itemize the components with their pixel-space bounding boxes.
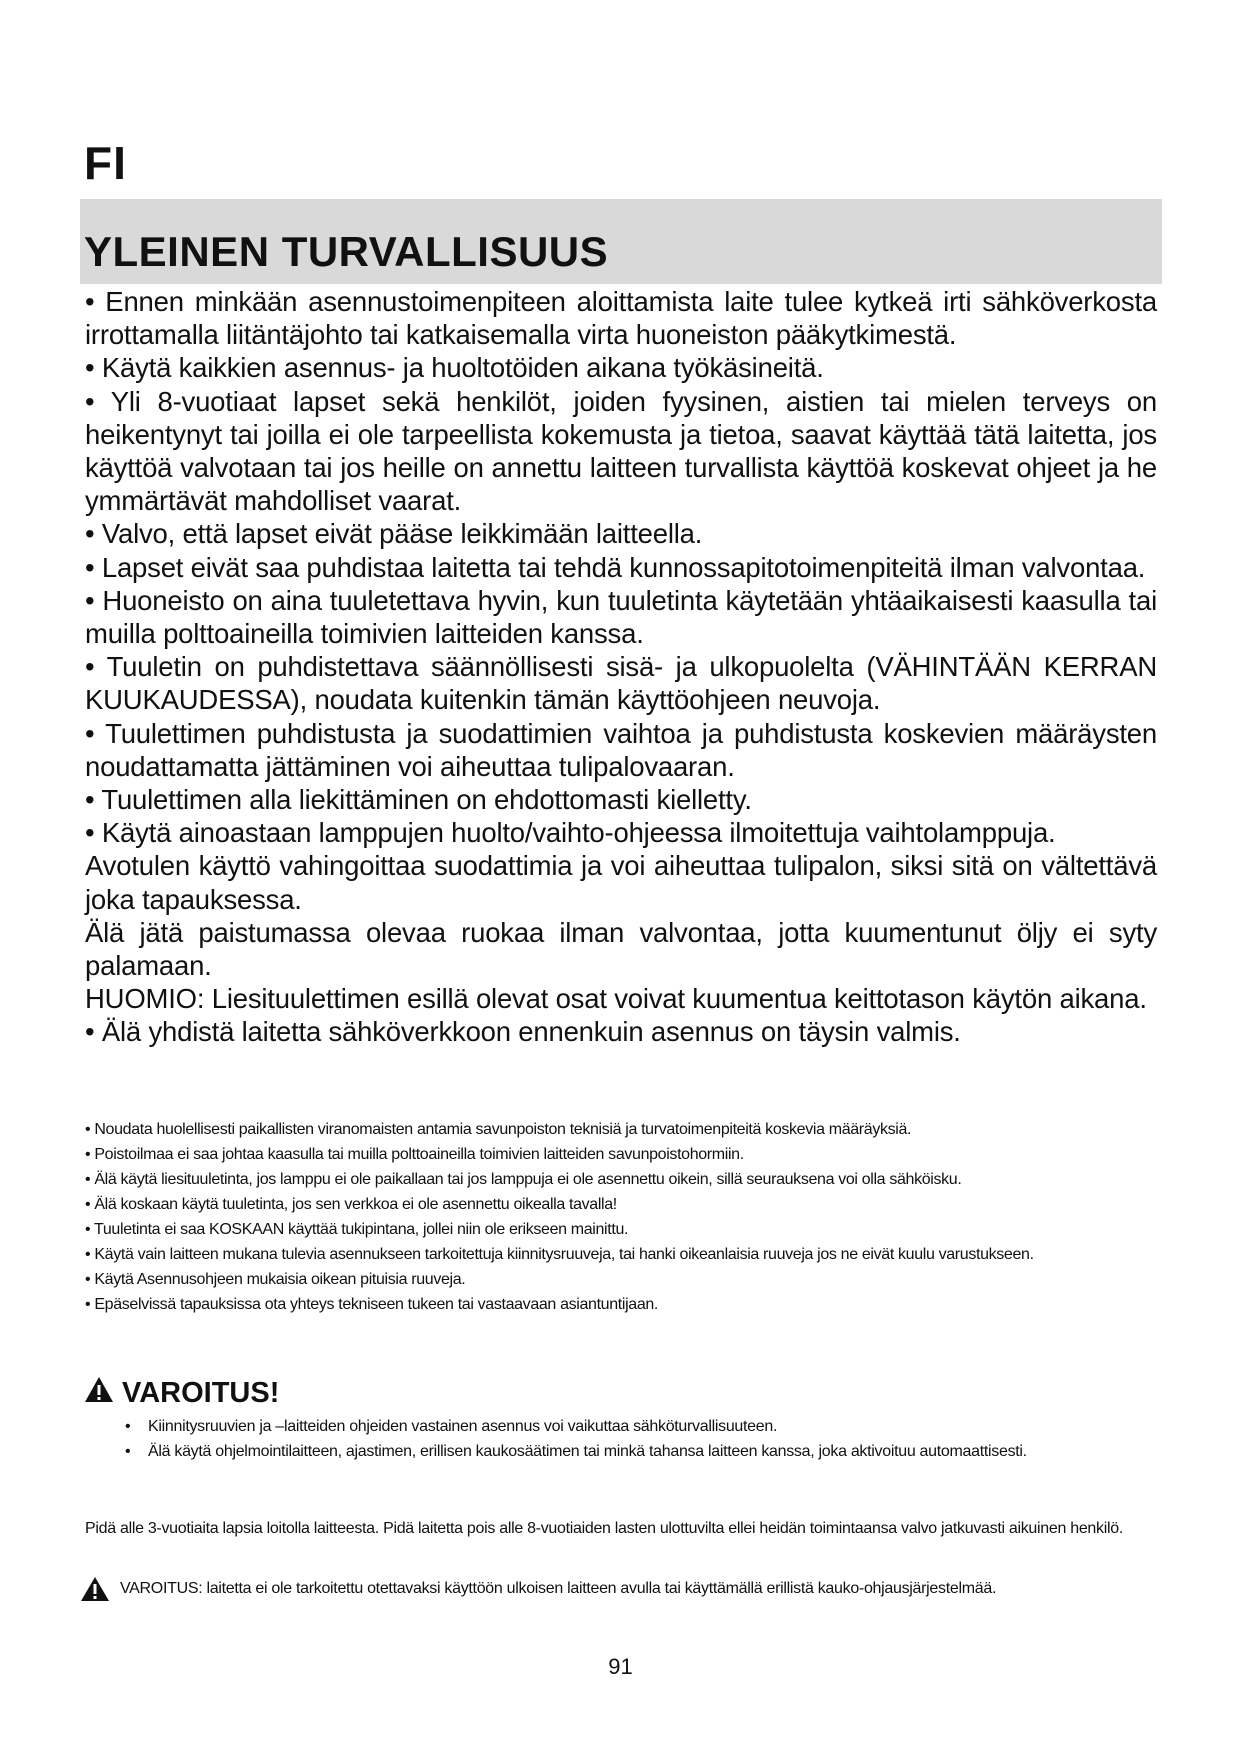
paragraph: • Käytä Asennusohjeen mukaisia oikean pituisia ruuveja. — [85, 1271, 466, 1288]
paragraph: Älä jätä paistumassa olevaa ruokaa ilman valvontaa, jotta kuumentunut öljy ei syty palamaan. — [85, 916, 1157, 982]
warning-title: VAROITUS! — [122, 1377, 280, 1409]
paragraph: HUOMIO: Liesituulettimen esillä olevat osat voivat kuumentua keittotason käytön aikana. — [85, 983, 1147, 1015]
warning-heading — [84, 1376, 279, 1411]
paragraph: • Ennen minkään asennustoimenpiteen aloittamista laite tulee kytkeä irti sähköverkosta irrottamalla liitäntäjohto tai katkaisemalla virta huoneiston pääkytkimestä. — [85, 286, 1157, 351]
paragraph: • Huoneisto on aina tuuletettava hyvin, kun tuuletinta käytetään yhtäaikaisesti kaasulla tai muilla polttoaineilla toimivien laitteiden kanssa. — [85, 584, 1157, 650]
warning-list — [125, 1414, 1157, 1464]
paragraph: • Epäselvissä tapauksissa ota yhteys tekniseen tukeen tai vastaavaan asiantuntijaan. — [85, 1296, 659, 1313]
paragraph: • Lapset eivät saa puhdistaa laitetta tai tehdä kunnossapitotoimenpiteitä ilman valvontaa. — [85, 551, 1146, 583]
language-code: FI — [84, 137, 127, 189]
remote-control-warning — [80, 1576, 1160, 1607]
warning-text: VAROITUS: laitetta ei ole tarkoitettu otettavaksi käyttöön ulkoisen laitteen avulla tai käyttämällä erillistä kauko-ohjausjärjestelmää. — [120, 1580, 997, 1597]
paragraph: • Tuuletin on puhdistettava säännöllisesti sisä- ja ulkopuolelta (VÄHINTÄÄN KERRAN KUUKAUDESSA), noudata kuitenkin tämän käyttöohjeen neuvoja. — [85, 651, 1157, 716]
paragraph: • Yli 8-vuotiaat lapset sekä henkilöt, joiden fyysinen, aistien tai mielen terveys on heikentynyt tai joilla ei ole tarpeellista kokemusta ja tietoa, saavat käyttää tätä laitetta, jos käyttöä valvotaan tai jos heille on annettu laitteen turvallista käyttöä koskevat ohjeet ja he ymmärtävät mahdolliset vaarat. — [85, 385, 1157, 517]
secondary-safety-text — [85, 1117, 1157, 1317]
paragraph: • Käytä kaikkien asennus- ja huoltotöiden aikana työkäsineitä. — [85, 352, 824, 384]
paragraph: • Tuuletinta ei saa KOSKAAN käyttää tukipintana, jollei niin ole erikseen mainittu. — [85, 1221, 629, 1238]
paragraph: • Poistoilmaa ei saa johtaa kaasulla tai muilla polttoaineilla toimivien laitteiden savunpoistohormiin. — [85, 1146, 744, 1163]
list-item: • Kiinnitysruuvien ja –laitteiden ohjeiden vastainen asennus voi vaikuttaa sähköturvallisuuteen. — [125, 1414, 1157, 1439]
paragraph: • Älä koskaan käytä tuuletinta, jos sen verkkoa ei ole asennettu oikealla tavalla! — [85, 1196, 617, 1213]
paragraph: • Älä yhdistä laitetta sähköverkkoon ennenkuin asennus on täysin valmis. — [85, 1016, 961, 1048]
paragraph: • Noudata huolellisesti paikallisten viranomaisten antamia savunpoiston teknisiä ja turvatoimenpiteitä koskevia määräyksiä. — [85, 1121, 912, 1138]
section-title: YLEINEN TURVALLISUUS — [84, 228, 609, 275]
paragraph: • Käytä vain laitteen mukana tulevia asennukseen tarkoitettuja kiinnitysruuveja, tai hanki oikeanlaisia ruuveja jos ne eivät kuulu varustukseen. — [85, 1246, 1034, 1263]
children-note: Pidä alle 3-vuotiaita lapsia loitolla laitteesta. Pidä laitetta pois alle 8-vuotiaiden lasten ulottuvilta ellei heidän toimintaansa valvo jatkuvasti aikuinen henkilö. — [85, 1520, 1123, 1537]
paragraph: • Valvo, että lapset eivät pääse leikkimään laitteella. — [85, 518, 703, 550]
page-number: 91 — [608, 1654, 633, 1679]
paragraph: Avotulen käyttö vahingoittaa suodattimia ja voi aiheuttaa tulipalon, siksi sitä on vältettävä joka tapauksessa. — [85, 850, 1157, 915]
warning-triangle-icon — [80, 1576, 110, 1607]
paragraph: • Tuulettimen puhdistusta ja suodattimien vaihtoa ja puhdistusta koskevien määräysten noudattamatta jättäminen voi aiheuttaa tulipalovaaran. — [85, 717, 1157, 782]
paragraph: • Älä käytä liesituuletinta, jos lamppu ei ole paikallaan tai jos lamppuja ei ole asennettu oikein, sillä seurauksena voi olla sähköisku. — [85, 1171, 962, 1188]
main-safety-text — [85, 285, 1157, 1049]
paragraph: • Käytä ainoastaan lamppujen huolto/vaihto-ohjeessa ilmoitettuja vaihtolamppuja. — [85, 817, 1056, 849]
warning-triangle-icon — [84, 1376, 114, 1411]
list-item: • Älä käytä ohjelmointilaitteen, ajastimen, erillisen kaukosäätimen tai minkä tahansa laitteen kanssa, joka aktivoituu automaattisesti. — [125, 1439, 1157, 1464]
paragraph: • Tuulettimen alla liekittäminen on ehdottomasti kielletty. — [85, 784, 752, 816]
